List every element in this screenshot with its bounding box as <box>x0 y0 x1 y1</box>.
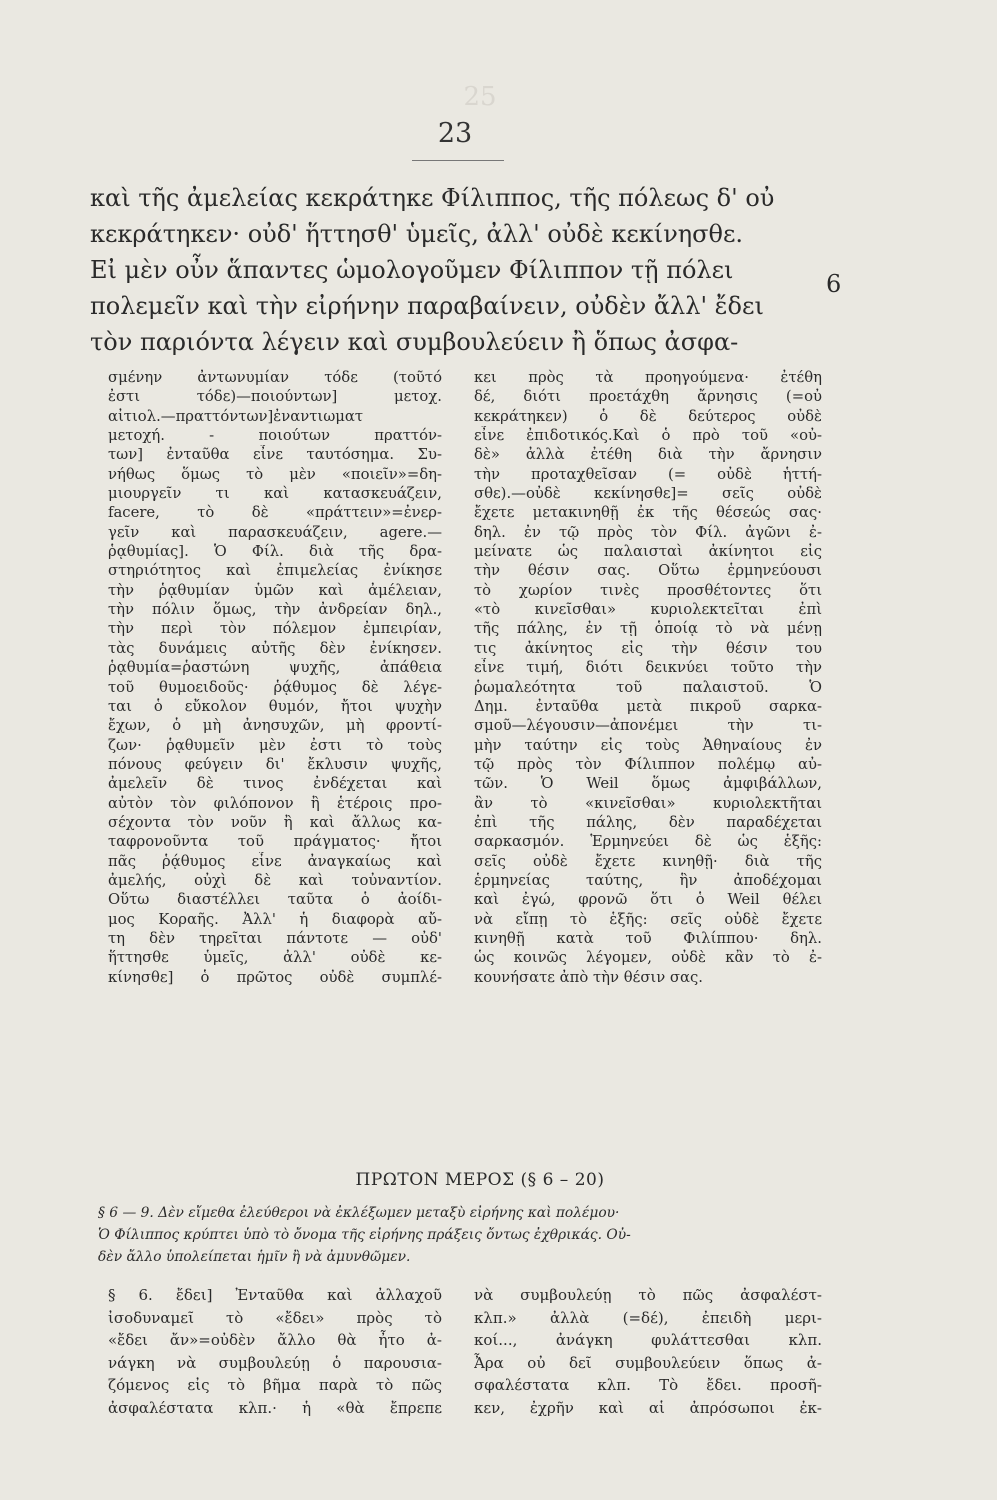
text-line: ἐπὶ τῆς πάλης, δὲν παραδέχεται <box>474 813 822 831</box>
text-line: κεν, ἐχρῆν καὶ αἱ ἀπρόσωποι ἐκ- <box>474 1398 822 1417</box>
text-line: σφαλέστατα κλπ. Τὸ ἔδει. προσῆ- <box>474 1376 822 1395</box>
text-line: τὴν ῥᾳθυμίαν ὑμῶν καὶ ἀμέλειαν, <box>108 581 442 599</box>
text-line: μιουργεῖν τι καὶ κατασκευάζειν, <box>108 485 442 503</box>
text-line: τῷ πρὸς τὸν Φίλιππον πολέμῳ αὐ- <box>474 755 822 773</box>
commentary-left-column <box>108 368 442 987</box>
text-line: ἀσφαλέστατα κλπ.· ἡ «θὰ ἔπρεπε <box>108 1398 442 1417</box>
text-line: σέχοντα τὸν νοῦν ἢ καὶ ἄλλως κα- <box>108 813 442 831</box>
section-heading: ΠΡΩΤΟΝ ΜΕΡΟΣ (§ 6 – 20) <box>355 1170 605 1190</box>
text-line: «ἔδει ἄν»=οὐδὲν ἄλλο θὰ ἦτο ἀ- <box>108 1331 442 1350</box>
text-line: ἐστι τόδε)—ποιούντων] μετοχ. <box>108 388 442 406</box>
text-line: ζόμενος εἰς τὸ βῆμα παρὰ τὸ πῶς <box>108 1376 442 1395</box>
text-line: εἶνε ἐπιδοτικός.Καὶ ὁ πρὸ τοῦ «οὐ- <box>474 427 822 445</box>
commentary-right-column <box>474 368 822 987</box>
text-line: ῥᾳθυμίας]. Ὁ Φίλ. διὰ τῆς δρα- <box>108 543 442 561</box>
notes-left-column <box>108 1284 442 1420</box>
text-line: ἀμελής, οὐχὶ δὲ καὶ τοὐναντίον. <box>108 871 442 889</box>
text-line: ταφρονοῦντα τοῦ πράγματος· ἤτοι <box>108 833 442 851</box>
text-line: των] ἐνταῦθα εἶνε ταυτόσημα. Συ- <box>108 446 442 464</box>
text-line: τὸ χωρίον τινὲς προσθέτοντες ὅτι <box>474 581 822 599</box>
text-line: νάγκη νὰ συμβουλεύῃ ὁ παρουσια- <box>108 1353 442 1372</box>
text-line: ἀμελεῖν δὲ τινος ἐνδέχεται καὶ <box>108 775 442 793</box>
text-line: τὴν θέσιν σας. Οὕτω ἑρμηνεύουσι <box>474 562 822 580</box>
main-line: πολεμεῖν καὶ τὴν εἰρήνην παραβαίνειν, οὐδὲν ἄλλ' ἔδει <box>90 292 764 320</box>
text-line: κοί..., ἀνάγκη φυλάττεσθαι κλπ. <box>474 1331 822 1350</box>
text-line: τοῦ θυμοειδοῦς· ῥᾴθυμος δὲ λέγε- <box>108 678 442 696</box>
text-line: σαρκασμόν. Ἑρμηνεύει δὲ ὡς ἑξῆς: <box>474 833 822 851</box>
text-line: ὡς κοινῶς λέγομεν, οὐδὲ κἂν τὸ ἐ- <box>474 949 822 967</box>
text-line: ῥωμαλεότητα τοῦ παλαιστοῦ. Ὁ <box>474 678 822 696</box>
text-line: μετοχή. - ποιούτων πραττόν- <box>108 427 442 445</box>
text-line: ἔχετε μετακινηθῇ ἐκ τῆς θέσεώς σας· <box>474 504 822 522</box>
text-line: τη δὲν τηρεῖται πάντοτε — οὐδ' <box>108 929 442 947</box>
main-line: τὸν παριόντα λέγειν καὶ συμβουλεύειν ἢ ὅπως ἀσφα- <box>90 328 739 356</box>
page-number-rule <box>412 160 504 161</box>
text-line: τῶν. Ὁ Weil ὅμως ἀμφιβάλλων, <box>474 775 822 793</box>
text-line: πόνους φεύγειν δι' ἔκλυσιν ψυχῆς, <box>108 755 442 773</box>
text-line: κλπ.» ἀλλὰ (=δέ), ἐπειδὴ μερι- <box>474 1308 822 1327</box>
text-line: μος Κοραῆς. Ἀλλ' ἡ διαφορὰ αὔ- <box>108 910 442 928</box>
summary-line: Ὁ Φίλιππος κρύπτει ὑπὸ τὸ ὄνομα τῆς εἰρήνης πράξεις ὄντως ἐχθρικάς. Οὐ- <box>98 1227 631 1243</box>
text-line: Ἆρα οὐ δεῖ συμβουλεύειν ὅπως ἀ- <box>474 1353 822 1372</box>
text-line: αἰτιολ.—πραττόντων]ἐναντιωματ <box>108 407 364 425</box>
text-line: αὐτὸν τὸν φιλόπονον ἢ ἑτέροις προ- <box>108 794 442 812</box>
text-line: ῥᾳθυμία=ῥαστώνη ψυχῆς, ἀπάθεια <box>108 659 442 677</box>
text-line: ἔχων, ὁ μὴ ἀνησυχῶν, μὴ φροντί- <box>108 717 442 735</box>
text-line: facere, τὸ δὲ «πράττειν»=ἐνερ- <box>108 504 442 522</box>
text-line: κουνήσατε ἀπὸ τὴν θέσιν σας. <box>474 968 703 986</box>
text-line: ἑρμηνείας ταύτης, ἣν ἀποδέχομαι <box>474 871 822 889</box>
text-line: τις ἀκίνητος εἰς τὴν θέσιν του <box>474 639 822 657</box>
text-line: σμοῦ—λέγουσιν—ἀπονέμει τὴν τι- <box>474 717 822 735</box>
text-line: τῆς πάλης, ἐν τῇ ὁποίᾳ τὸ νὰ μένῃ <box>474 620 822 638</box>
notes-right-column <box>474 1284 822 1420</box>
main-text <box>90 180 850 360</box>
text-line: στηριότητος καὶ ἐπιμελείας ἐνίκησε <box>108 562 442 580</box>
section-marker: 6 <box>826 270 842 298</box>
section-summary <box>98 1202 828 1268</box>
page-number: 23 <box>437 118 473 149</box>
summary-line: δὲν ἄλλο ὑπολείπεται ἡμῖν ἢ νὰ ἀμυνθῶμεν. <box>98 1249 411 1265</box>
text-line: Οὕτω διαστέλλει ταῦτα ὁ ἀοίδι- <box>108 891 442 909</box>
text-line: κεκράτηκεν) ὁ δὲ δεύτερος οὐδὲ <box>474 407 822 425</box>
text-line: δέ, διότι προετάχθη ἄρνησις (=οὐ <box>474 388 822 406</box>
text-line: § 6. ἔδει] Ἐνταῦθα καὶ ἀλλαχοῦ <box>108 1286 442 1304</box>
text-line: νὰ εἴπῃ τὸ ἑξῆς: σεῖς οὐδὲ ἔχετε <box>474 910 822 928</box>
text-line: δὲ» ἀλλὰ ἐτέθη διὰ τὴν ἄρνησιν <box>474 446 822 464</box>
text-line: κίνησθε] ὁ πρῶτος οὐδὲ συμπλέ- <box>108 968 442 986</box>
text-line: τὰς δυνάμεις αὐτῆς δὲν ἐνίκησεν. <box>108 639 442 657</box>
text-line: ἥττησθε ὑμεῖς, ἀλλ' οὐδὲ κε- <box>108 949 442 967</box>
text-line: μὴν ταύτην εἰς τοὺς Ἀθηναίους ἐν <box>474 736 822 754</box>
text-line: σεῖς οὐδὲ ἔχετε κινηθῇ· διὰ τῆς <box>474 852 822 870</box>
main-line: κεκράτηκεν· οὐδ' ἥττησθ' ὑμεῖς, ἀλλ' οὐδὲ κεκίνησθε. <box>90 220 744 248</box>
text-line: κει πρὸς τὰ προηγούμενα· ἐτέθη <box>474 369 822 386</box>
text-line: γεῖν καὶ παρασκευάζειν, agere.— <box>108 523 442 541</box>
text-line: τὴν πόλιν ὅμως, τὴν ἀνδρείαν δηλ., <box>108 601 442 619</box>
text-line: τὴν περὶ τὸν πόλεμον ἐμπειρίαν, <box>108 620 442 638</box>
text-line: Δημ. ἐνταῦθα μετὰ πικροῦ σαρκα- <box>474 697 822 715</box>
text-line: τὴν προταχθεῖσαν (= οὐδὲ ἡττή- <box>474 465 822 483</box>
text-line: δηλ. ἐν τῷ πρὸς τὸν Φίλ. ἀγῶνι ἐ- <box>474 523 822 541</box>
text-line: κινηθῇ κατὰ τοῦ Φιλίππου· δηλ. <box>474 929 822 947</box>
text-line: νήθως ὅμως τὸ μὲν «ποιεῖν»=δη- <box>108 465 442 483</box>
text-line: ἰσοδυναμεῖ τὸ «ἔδει» πρὸς τὸ <box>108 1308 442 1327</box>
main-line: Εἰ μὲν οὖν ἅπαντες ὡμολογοῦμεν Φίλιππον τῇ πόλει <box>90 256 734 284</box>
text-line: εἶνε τιμή, διότι δεικνύει τοῦτο τὴν <box>474 659 822 677</box>
text-line: σθε).—οὐδὲ κεκίνησθε]= σεῖς οὐδὲ <box>474 485 822 503</box>
summary-line: § 6 — 9. Δὲν εἴμεθα ἐλεύθεροι νὰ ἐκλέξωμεν μεταξὺ εἰρήνης καὶ πολέμου· <box>98 1205 620 1221</box>
text-line: καὶ ἐγώ, φρονῶ ὅτι ὁ Weil θέλει <box>474 891 822 909</box>
text-line: πᾶς ῥᾴθυμος εἶνε ἀναγκαίως καὶ <box>108 852 442 870</box>
text-line: σμένην ἀντωνυμίαν τόδε (τοῦτό <box>108 369 442 386</box>
text-line: ἂν τὸ «κινεῖσθαι» κυριολεκτῆται <box>474 794 822 812</box>
text-line: μείνατε ὡς παλαισταὶ ἀκίνητοι εἰς <box>474 543 822 561</box>
text-line: «τὸ κινεῖσθαι» κυριολεκτεῖται ἐπὶ <box>474 601 822 619</box>
text-line: ζων· ῥᾳθυμεῖν μὲν ἐστι τὸ τοὺς <box>108 736 442 754</box>
text-line: νὰ συμβουλεύῃ τὸ πῶς ἀσφαλέστ- <box>474 1286 822 1304</box>
main-line: καὶ τῆς ἀμελείας κεκράτηκε Φίλιππος, τῆς πόλεως δ' οὐ <box>90 184 775 212</box>
bleed-through-number: 25 <box>463 82 497 112</box>
text-line: ται ὁ εὔκολον θυμόν, ἤτοι ψυχὴν <box>108 697 442 715</box>
